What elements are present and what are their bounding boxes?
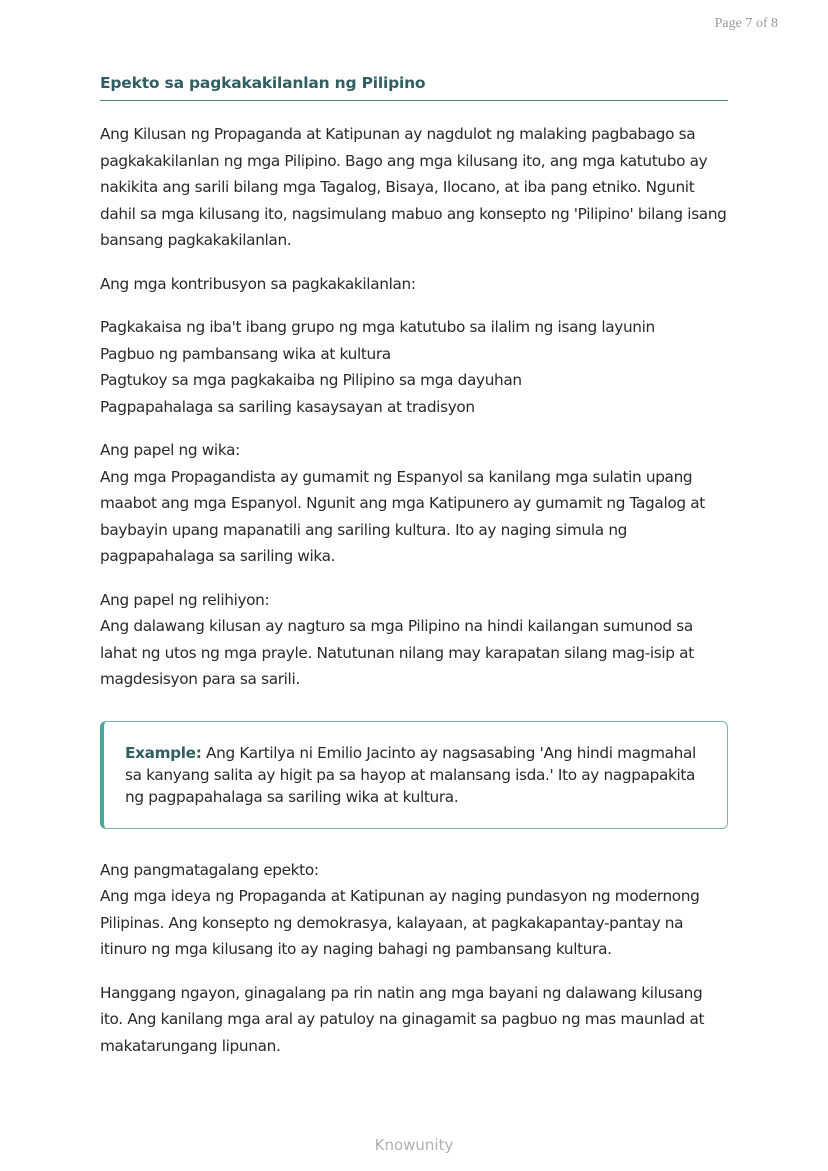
list-item: Pagtukoy sa mga pagkakaiba ng Pilipino sa mga dayuhan	[100, 371, 522, 389]
example-callout	[100, 721, 728, 829]
religion-heading: Ang papel ng relihiyon:	[100, 590, 270, 609]
language-section	[100, 437, 728, 570]
closing-paragraph: Hanggang ngayon, ginagalang pa rin natin ang mga bayani ng dalawang kilusang ito. Ang kanilang mga aral ay patuloy na ginagamit sa pagbuo ng mas maunlad at makatarungang lipunan.	[100, 983, 705, 1055]
section-title: Epekto sa pagkakakilanlan ng Pilipino	[100, 74, 728, 101]
list-item: Pagbuo ng pambansang wika at kultura	[100, 344, 391, 363]
long-term-heading: Ang pangmatagalang epekto:	[100, 860, 319, 879]
list-item: Pagpapahalaga sa sariling kasaysayan at tradisyon	[100, 397, 475, 416]
example-body: Ang Kartilya ni Emilio Jacinto ay nagsasabing 'Ang hindi magmahal sa kanyang salita ay higit pa sa hayop at malansang isda.' Ito ay nagpapakita ng pagpapahalaga sa sariling wika at kultura.	[125, 743, 696, 806]
language-body: Ang mga Propagandista ay gumamit ng Espanyol sa kanilang mga sulatin upang maabot ang mga Espanyol. Ngunit ang mga Katipunero ay gumamit ng Tagalog at baybayin upang mapanatili ang sariling kultura. Ito ay naging simula ng pagpapahalaga sa sariling wika.	[100, 467, 705, 565]
contributions-list	[100, 314, 728, 420]
example-label: Example:	[125, 743, 202, 762]
language-heading: Ang papel ng wika:	[100, 441, 240, 459]
example-text	[125, 742, 705, 808]
intro-paragraph: Ang Kilusan ng Propaganda at Katipunan ay nagdulot ng malaking pagbabago sa pagkakakilanlan ng mga Pilipino. Bago ang mga kilusang ito, ang mga katutubo ay nakikita ang sarili bilang mga Tagalog, Bisaya, Ilocano, at iba pang etniko. Ngunit dahil sa mga kilusang ito, nagsimulang mabuo ang konsepto ng 'Pilipino' bilang isang bansang pagkakakilanlan.	[100, 125, 727, 249]
religion-body: Ang dalawang kilusan ay nagturo sa mga Pilipino na hindi kailangan sumunod sa lahat ng utos ng mga prayle. Natutunan nilang may karapatan silang mag-isip at magdesisyon para sa sarili.	[100, 617, 694, 688]
long-term-body: Ang mga ideya ng Propaganda at Katipunan ay naging pundasyon ng modernong Pilipinas. Ang konsepto ng demokrasya, kalayaan, at pagkakapantay-pantay na itinuro ng mga kilusang ito ay naging bahagi ng pambansang kultura.	[100, 887, 700, 958]
religion-section	[100, 587, 728, 693]
page-indicator: Page 7 of 8	[714, 16, 778, 31]
document-content	[100, 74, 728, 1059]
list-item: Pagkakaisa ng iba't ibang grupo ng mga katutubo sa ilalim ng isang layunin	[100, 318, 655, 336]
footer-brand: Knowunity	[374, 1136, 454, 1154]
contributions-heading: Ang mga kontribusyon sa pagkakakilanlan:	[100, 274, 416, 293]
long-term-section	[100, 857, 728, 963]
